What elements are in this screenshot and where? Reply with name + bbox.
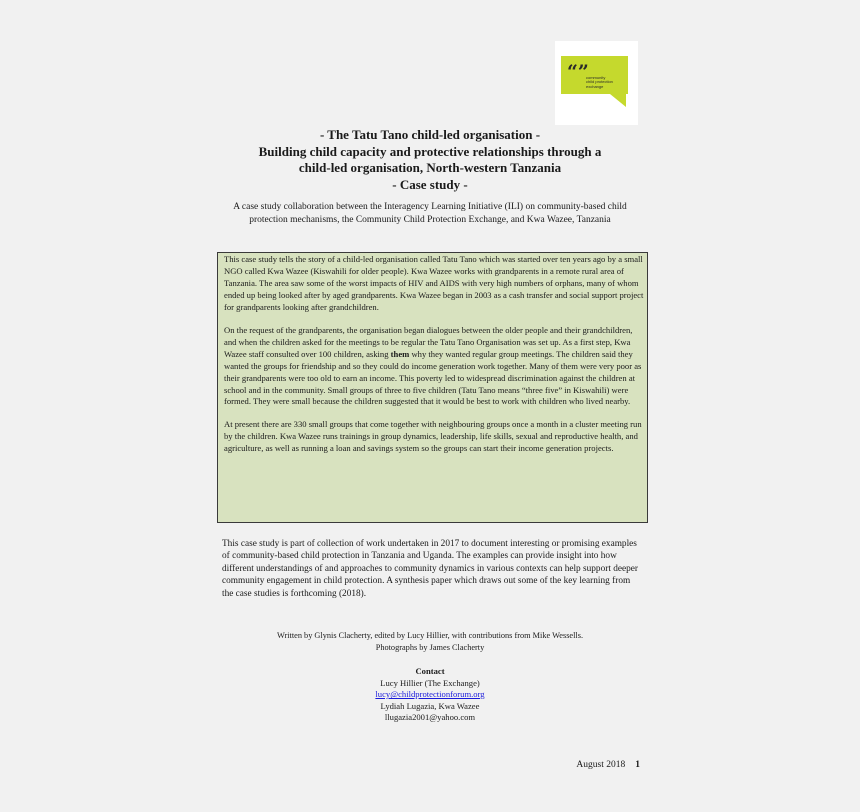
document-subtitle: A case study collaboration between the Interagency Learning Initiative (ILI) on community-based child protection mechanisms, the Community Child Protection Exchange, and Kwa Wazee, Tanzania	[233, 202, 627, 225]
footer-date: August 2018	[576, 760, 626, 770]
credits-photos-by: Photographs by James Clacherty	[375, 643, 485, 652]
contact-heading: Contact	[415, 666, 445, 676]
page-number: 1	[635, 760, 640, 770]
logo-line-exchange: exchange	[586, 83, 604, 89]
document-title	[200, 127, 660, 193]
credits	[220, 630, 640, 654]
contact-email-link-1[interactable]: lucy@childprotectionforum.org	[375, 689, 485, 700]
summary-paragraph-2	[224, 325, 644, 409]
credits-written-by: Written by Glynis Clacherty, edited by Lucy Hillier, with contributions from Mike Wessells.	[276, 631, 584, 640]
contact-email-2: llugazia2001@yahoo.com	[384, 712, 476, 723]
title-line-4: - Case study -	[392, 176, 468, 192]
logo-line-community: community	[586, 75, 606, 80]
summary-paragraph-1: This case study tells the story of a child-led organisation called Tatu Tano which was started over ten years ago by a small NGO called Kwa Wazee (Kiswahili for older people). Kwa Wazee works with grandparents in a remote rural area of Tanzania. The area saw some of the worst impacts of HIV and AIDS with very high numbers of orphans, many of whom ended up being looked after by aged grandparents. Kwa Wazee began in 2003 as a cash transfer and social support project for grandparents looking after grandchildren.	[224, 254, 644, 312]
logo-line-child-protection: child protection	[586, 79, 613, 85]
summary-p2-part-b: why they wanted regular group meetings. The children said they wanted the groups for friendship and so they could do income generation work together. Many of them were very poor as their grandparents were too old to earn an income. This poverty led to widespread discrimination against the children at school and in the community. Small groups of three to five children (Tatu Tano means “three five” in Kiswahili) were formed. They were small because the children suggested that it would be best to work with children who lived nearby.	[224, 348, 642, 407]
title-line-3: child-led organisation, North-western Tanzania	[298, 160, 562, 175]
contact-section	[220, 666, 640, 724]
exchange-logo	[555, 41, 638, 125]
summary-paragraph-3: At present there are 330 small groups that come together with neighbouring groups once a month in a cluster meeting run by the children. Kwa Wazee runs trainings in group dynamics, leadership, life skills, sexual and reproductive health, and agriculture, as well as running a loan and savings system so the groups can start their income generation projects.	[224, 419, 642, 454]
page-footer	[530, 759, 640, 771]
logo-wordmark	[586, 76, 626, 89]
intro-paragraph: This case study is part of collection of work undertaken in 2017 to document interesting or promising examples of community-based child protection in Tanzania and Uganda. The examples can provide insight into how different understandings of and approaches to community dynamics in various contexts can help support deeper community engagement in child protection. A synthesis paper which draws out some of the key learning from the case studies is forthcoming (2018).	[222, 539, 639, 599]
svg-text:“”: “”	[567, 61, 589, 83]
title-line-2: Building child capacity and protective relationships through a	[258, 143, 602, 159]
contact-name-2: Lydiah Lugazia, Kwa Wazee	[380, 700, 480, 711]
summary-box	[217, 252, 648, 523]
summary-p2-part-a: On the request of the grandparents, the organisation began dialogues between the older people and their grandchildren, and when the children asked for the meetings to be regular the Tatu Tano Organisation was set up. As a first step, Kwa Wazee staff consulted over 100 children, asking	[224, 324, 633, 359]
title-line-1: - The Tatu Tano child-led organisation -	[319, 127, 541, 142]
contact-name-1: Lucy Hillier (The Exchange)	[380, 677, 480, 688]
summary-p2-emphasis: them	[390, 348, 410, 359]
